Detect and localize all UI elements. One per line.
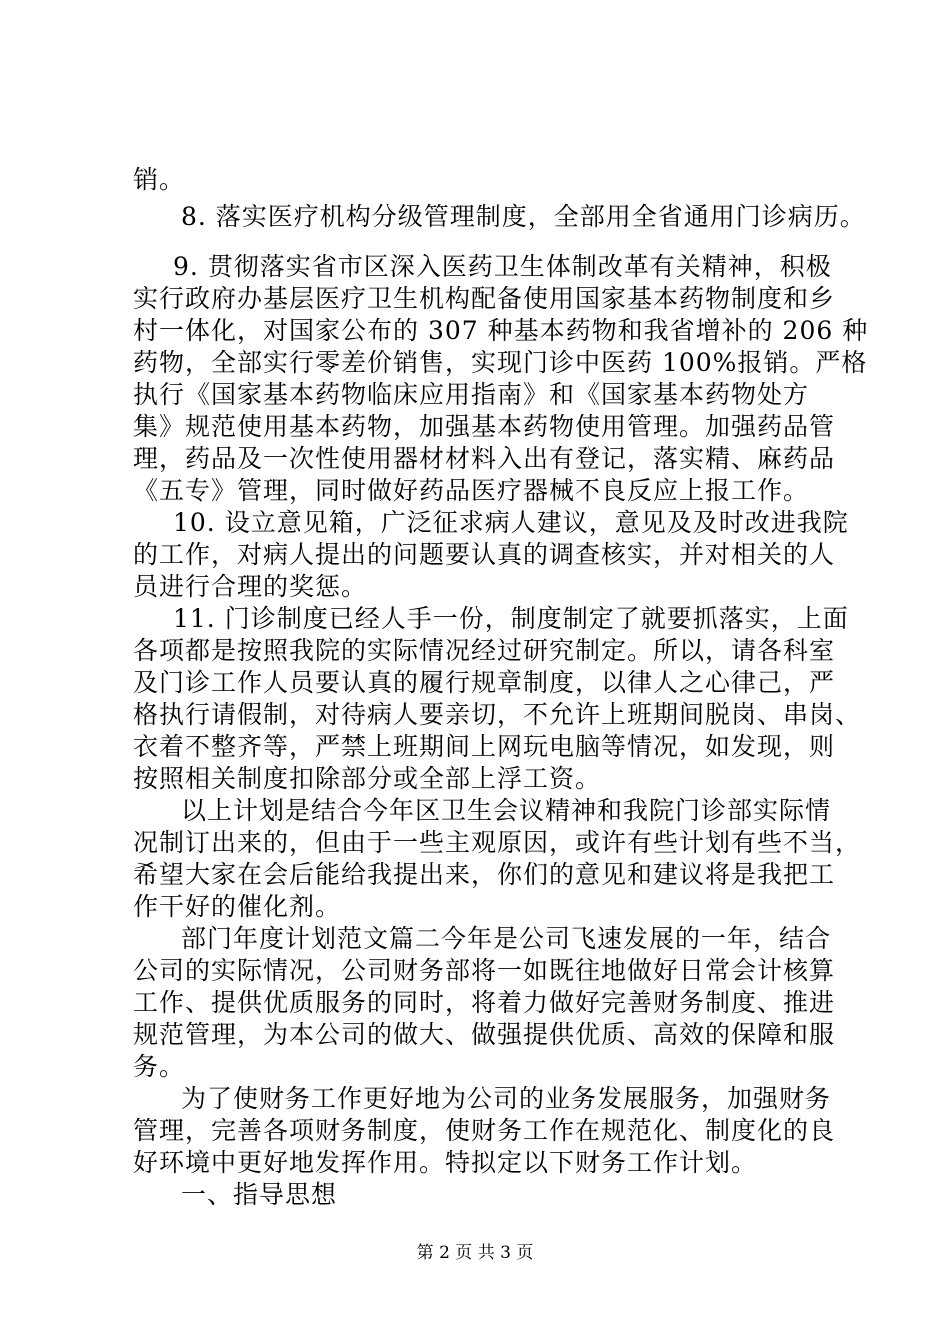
- text-line: 10. 设立意见箱，广泛征求病人建议，意见及及时改进我院: [173, 508, 849, 537]
- text-line: 以上计划是结合今年区卫生会议精神和我院门诊部实际情: [181, 796, 832, 825]
- text-line: 工作、提供优质服务的同时，将着力做好完善财务制度、推进: [133, 988, 836, 1017]
- text-line: 实行政府办基层医疗卫生机构配备使用国家基本药物制度和乡: [133, 284, 836, 313]
- text-line: 各项都是按照我院的实际情况经过研究制定。所以，请各科室: [133, 636, 836, 665]
- text-line: 公司的实际情况，公司财务部将一如既往地做好日常会计核算: [133, 956, 836, 985]
- text-line: 药物，全部实行零差价销售，实现门诊中医药 100%报销。严格: [133, 348, 868, 377]
- text-line: 衣着不整齐等，严禁上班期间上网玩电脑等情况，如发现，则: [133, 732, 836, 761]
- text-line: 9. 贯彻落实省市区深入医药卫生体制改革有关精神，积极: [173, 252, 832, 281]
- text-line: 务。: [133, 1052, 186, 1081]
- text-line: 理，药品及一次性使用器材材料入出有登记，落实精、麻药品: [133, 444, 836, 473]
- text-line: 作干好的催化剂。: [133, 892, 342, 921]
- text-line: 集》规范使用基本药物，加强基本药物使用管理。加强药品管: [133, 412, 836, 441]
- text-line: 8. 落实医疗机构分级管理制度，全部用全省通用门诊病历。: [181, 202, 866, 231]
- text-line: 《五专》管理，同时做好药品医疗器械不良反应上报工作。: [133, 476, 810, 505]
- text-line: 部门年度计划范文篇二今年是公司飞速发展的一年，结合: [181, 924, 832, 953]
- text-line: 为了使财务工作更好地为公司的业务发展服务，加强财务: [181, 1084, 832, 1113]
- text-line: 员进行合理的奖惩。: [133, 572, 368, 601]
- text-line: 好环境中更好地发挥作用。特拟定以下财务工作计划。: [133, 1148, 758, 1177]
- text-line: 的工作，对病人提出的问题要认真的调查核实，并对相关的人: [133, 540, 836, 569]
- text-line: 销。: [133, 165, 186, 194]
- text-line: 11. 门诊制度已经人手一份，制度制定了就要抓落实，上面: [173, 604, 849, 633]
- text-line: 况制订出来的，但由于一些主观原因，或许有些计划有些不当，: [133, 828, 862, 857]
- text-line: 格执行请假制，对待病人要亲切，不允许上班期间脱岗、串岗、: [133, 700, 862, 729]
- text-line: 管理，完善各项财务制度，使财务工作在规范化、制度化的良: [133, 1116, 836, 1145]
- text-line: 及门诊工作人员要认真的履行规章制度，以律人之心律己，严: [133, 668, 836, 697]
- section-heading: 一、指导思想: [181, 1180, 338, 1209]
- text-line: 执行《国家基本药物临床应用指南》和《国家基本药物处方: [133, 380, 810, 409]
- text-line: 村一体化，对国家公布的 307 种基本药物和我省增补的 206 种: [133, 316, 869, 345]
- page-footer: 第 2 页 共 3 页: [416, 1243, 534, 1263]
- text-line: 希望大家在会后能给我提出来，你们的意见和建议将是我把工: [133, 860, 836, 889]
- text-line: 按照相关制度扣除部分或全部上浮工资。: [133, 764, 602, 793]
- text-line: 规范管理，为本公司的做大、做强提供优质、高效的保障和服: [133, 1020, 836, 1049]
